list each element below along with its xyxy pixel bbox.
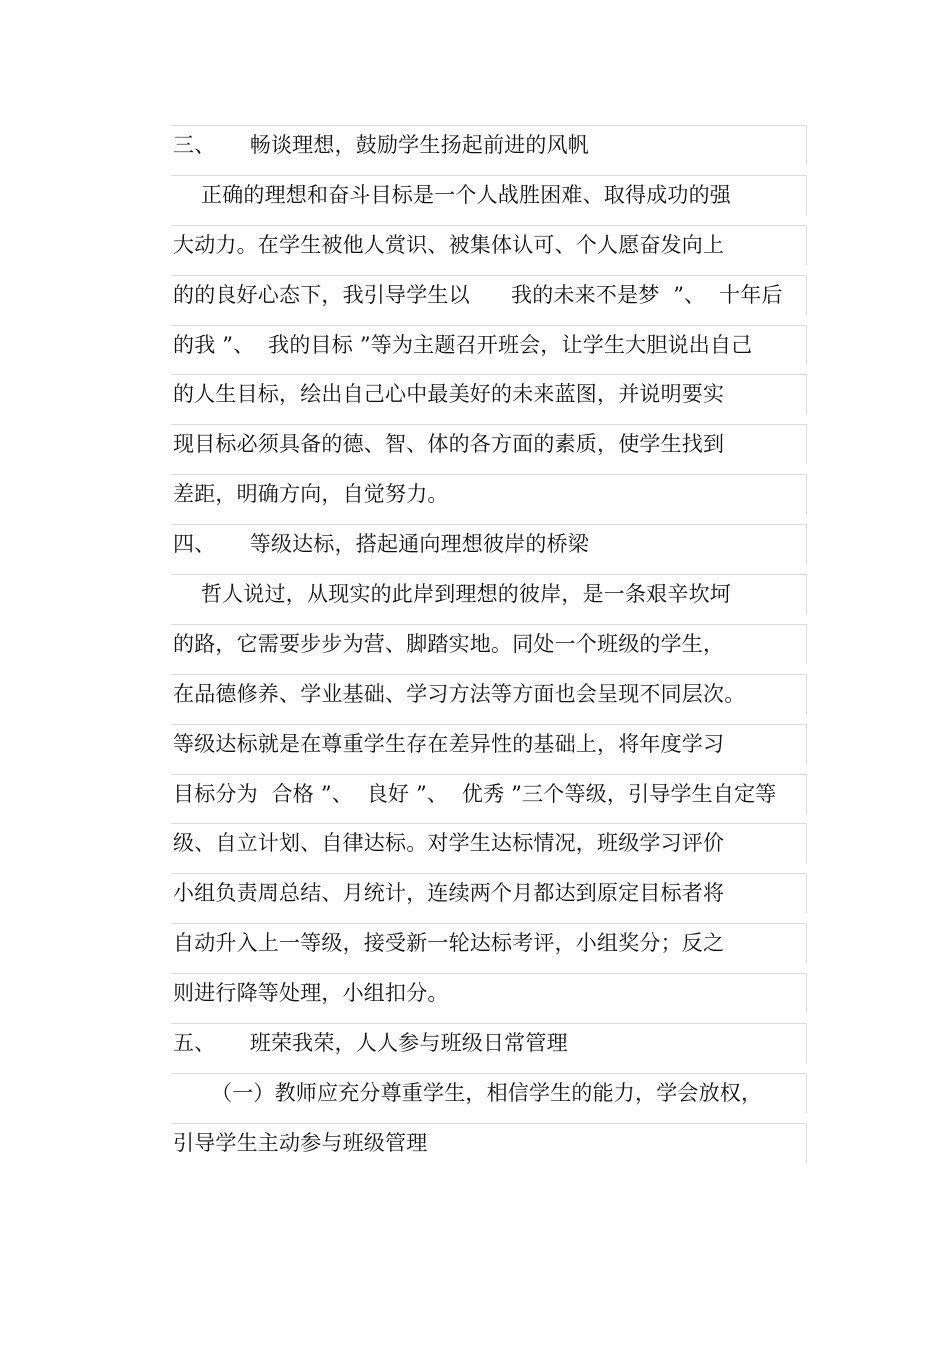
paragraph-text: 目标分为 合格 ”、 良好 ”、 优秀 ”三个等级，引导学生自定等	[173, 781, 777, 806]
text-line	[171, 923, 807, 963]
paragraph-text: 现目标必须具备的德、智、体的各方面的素质，使学生找到	[173, 432, 725, 457]
text-line	[171, 474, 807, 514]
text-line	[171, 674, 807, 714]
text-line	[171, 973, 807, 1013]
paragraph-text: 的的良好心态下，我引导学生以 我的未来不是梦 ”、 十年后	[173, 282, 783, 307]
paragraph-text: 在品德修养、学业基础、学习方法等方面也会呈现不同层次。	[173, 681, 746, 706]
paragraph-text: 小组负责周总结、月统计，连续两个月都达到原定目标者将	[173, 881, 725, 906]
text-line	[171, 325, 807, 365]
text-line	[171, 774, 807, 814]
paragraph-text: 差距，明确方向，自觉努力。	[173, 482, 449, 507]
section-heading-4	[171, 524, 807, 564]
paragraph-text: 自动升入上一等级，接受新一轮达标考评，小组奖分；反之	[173, 931, 725, 956]
text-line	[171, 225, 807, 265]
text-line	[171, 424, 807, 464]
paragraph-text: 引导学生主动参与班级管理	[173, 1130, 428, 1155]
text-line	[171, 574, 807, 614]
paragraph-text: 正确的理想和奋斗目标是一个人战胜困难、取得成功的强	[201, 182, 731, 207]
text-line	[171, 873, 807, 913]
heading-text: 四、 等级达标，搭起通向理想彼岸的桥梁	[173, 532, 589, 557]
document-body	[171, 125, 807, 1173]
text-line	[171, 724, 807, 764]
section-heading-3	[171, 125, 807, 165]
paragraph-text: （一）教师应充分尊重学生，相信学生的能力，学会放权，	[211, 1080, 763, 1105]
paragraph-text: 的路，它需要步步为营、脚踏实地。同处一个班级的学生，	[173, 631, 725, 656]
paragraph-text: 级、自立计划、自律达标。对学生达标情况，班级学习评价	[173, 831, 725, 856]
text-line	[171, 275, 807, 315]
heading-text: 三、 畅谈理想，鼓励学生扬起前进的风帆	[173, 133, 589, 157]
text-line	[171, 374, 807, 414]
text-line	[171, 175, 807, 215]
text-line	[171, 823, 807, 863]
paragraph-text: 大动力。在学生被他人赏识、被集体认可、个人愿奋发向上	[173, 232, 725, 257]
paragraph-text: 等级达标就是在尊重学生存在差异性的基础上，将年度学习	[173, 731, 725, 756]
paragraph-text: 则进行降等处理，小组扣分。	[173, 981, 449, 1006]
paragraph-text: 的人生目标，绘出自己心中最美好的未来蓝图，并说明要实	[173, 382, 725, 407]
text-line	[171, 1073, 807, 1113]
text-line	[171, 1123, 807, 1163]
paragraph-text: 哲人说过，从现实的此岸到理想的彼岸，是一条艰辛坎坷	[201, 582, 731, 607]
text-line	[171, 624, 807, 664]
paragraph-text: 的我 ”、 我的目标 ”等为主题召开班会，让学生大胆说出自己	[173, 332, 753, 357]
heading-text: 五、 班荣我荣，人人参与班级日常管理	[173, 1031, 568, 1056]
section-heading-5	[171, 1023, 807, 1063]
